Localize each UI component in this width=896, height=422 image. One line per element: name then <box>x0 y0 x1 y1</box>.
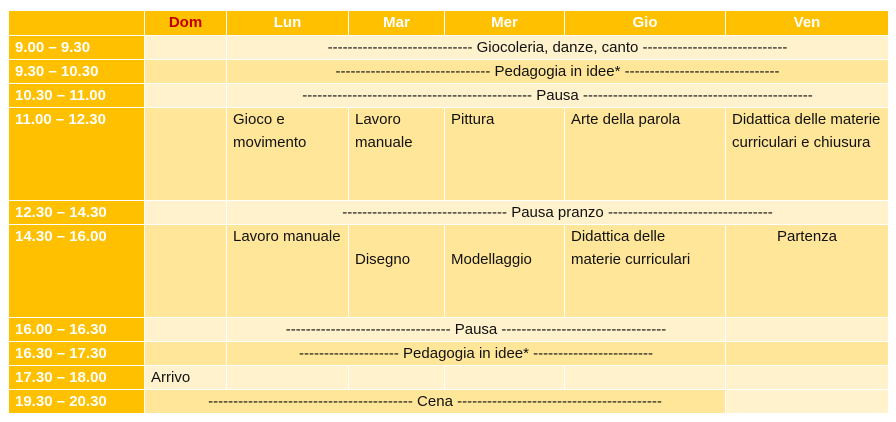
row-10-30 <box>9 84 889 108</box>
activity-mar: Lavoro manuale <box>349 108 445 201</box>
day-header-dom: Dom <box>145 11 227 36</box>
time-slot: 17.30 – 18.00 <box>9 366 145 390</box>
empty-cell <box>145 84 227 108</box>
activity-span: --------------------------------- Pausa pranzo --------------------------------- <box>227 201 889 225</box>
empty-cell <box>145 342 227 366</box>
activity-span: ------------------------------- Pedagogia in idee* ------------------------------- <box>227 60 889 84</box>
day-header-gio: Gio <box>565 11 726 36</box>
activity-span: ----------------------------------------- Cena ----------------------------------------- <box>145 390 726 414</box>
empty-cell <box>445 366 565 390</box>
activity-mer: Modellaggio <box>445 225 565 318</box>
day-header-lun: Lun <box>227 11 349 36</box>
activity-span: --------------------------------- Pausa --------------------------------- <box>227 318 726 342</box>
time-slot: 16.00 – 16.30 <box>9 318 145 342</box>
activity-dom: Arrivo <box>145 366 227 390</box>
day-header-mar: Mar <box>349 11 445 36</box>
empty-cell <box>726 366 889 390</box>
row-12-30 <box>9 201 889 225</box>
activity-span: ---------------------------------------------- Pausa ---------------------------------------------- <box>227 84 889 108</box>
row-19-30 <box>9 390 889 414</box>
empty-cell <box>726 390 889 414</box>
activity-span: ----------------------------- Giocoleria, danze, canto ----------------------------- <box>227 36 889 60</box>
empty-cell <box>145 201 227 225</box>
row-16-30 <box>9 342 889 366</box>
row-11-00 <box>9 108 889 201</box>
time-slot: 19.30 – 20.30 <box>9 390 145 414</box>
activity-mar: Disegno <box>349 225 445 318</box>
time-slot: 10.30 – 11.00 <box>9 84 145 108</box>
day-header-ven: Ven <box>726 11 889 36</box>
header-row <box>9 11 889 36</box>
empty-cell <box>145 318 227 342</box>
empty-cell <box>726 318 889 342</box>
activity-lun: Lavoro manuale <box>227 225 349 318</box>
empty-cell <box>565 366 726 390</box>
activity-lun: Gioco e movimento <box>227 108 349 201</box>
time-slot: 9.30 – 10.30 <box>9 60 145 84</box>
time-slot: 12.30 – 14.30 <box>9 201 145 225</box>
row-14-30 <box>9 225 889 318</box>
empty-cell <box>227 366 349 390</box>
empty-cell <box>145 60 227 84</box>
activity-gio: Arte della parola <box>565 108 726 201</box>
header-corner <box>9 11 145 36</box>
activity-ven: Partenza <box>726 225 889 318</box>
day-header-mer: Mer <box>445 11 565 36</box>
time-slot: 14.30 – 16.00 <box>9 225 145 318</box>
activity-ven: Didattica delle materie curriculari e chiusura <box>726 108 889 201</box>
row-9-30 <box>9 60 889 84</box>
time-slot: 9.00 – 9.30 <box>9 36 145 60</box>
activity-span: -------------------- Pedagogia in idee* ------------------------ <box>227 342 726 366</box>
activity-gio: Didattica delle materie curriculari <box>565 225 726 318</box>
time-slot: 11.00 – 12.30 <box>9 108 145 201</box>
row-9-00 <box>9 36 889 60</box>
schedule-table <box>8 10 889 414</box>
empty-cell <box>349 366 445 390</box>
time-slot: 16.30 – 17.30 <box>9 342 145 366</box>
empty-cell <box>726 342 889 366</box>
empty-cell <box>145 225 227 318</box>
activity-mer: Pittura <box>445 108 565 201</box>
empty-cell <box>145 108 227 201</box>
row-16-00 <box>9 318 889 342</box>
row-17-30 <box>9 366 889 390</box>
empty-cell <box>145 36 227 60</box>
